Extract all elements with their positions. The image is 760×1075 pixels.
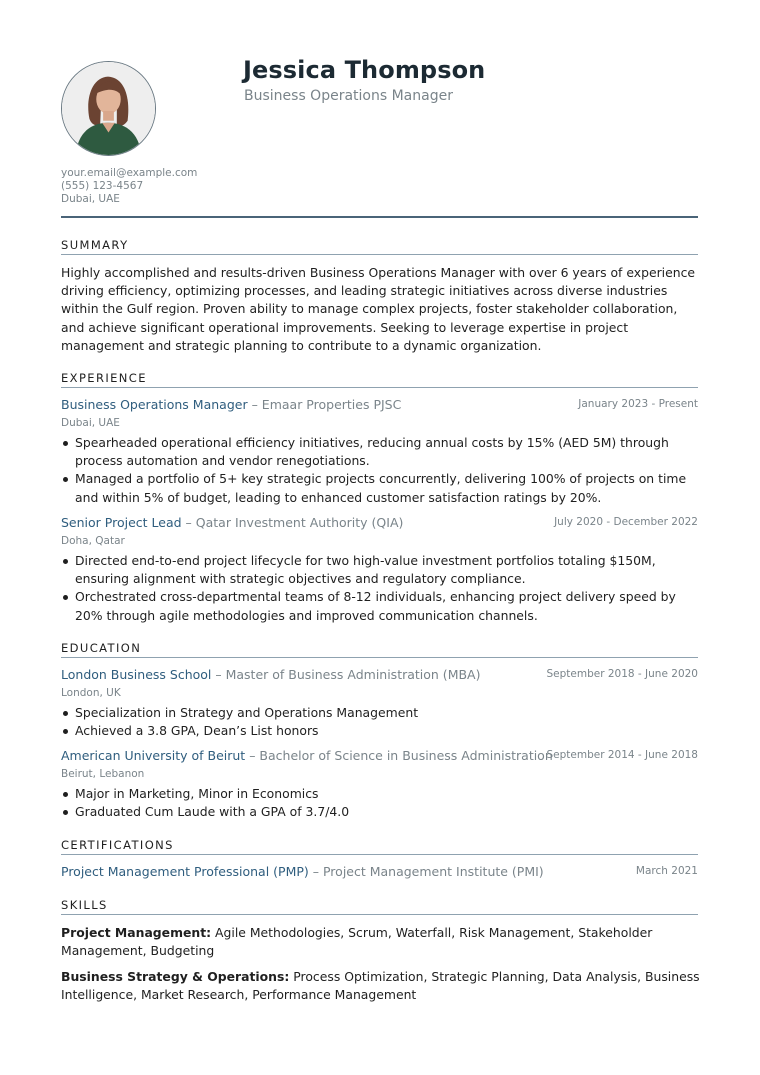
profile-photo: [61, 61, 156, 156]
separator: –: [245, 748, 260, 763]
skill-group: [61, 924, 701, 960]
summary-text: Highly accomplished and results-driven Business Operations Manager with over 6 years of experience driving efficiency, optimizing processes, and leading strategic initiatives across diverse industries within the Gulf region. Proven ability to manage complex projects, foster stakeholder collaboration, and achieve significant operational improvements. Seeking to leverage expertise in project management and strategic planning to contribute to a dynamic organization.: [61, 265, 696, 353]
job-dates: January 2023 - Present: [578, 398, 698, 410]
contact-email[interactable]: your.email@example.com: [61, 167, 198, 179]
separator: –: [247, 397, 262, 412]
section-rule-certifications: [61, 854, 698, 855]
school-location: Beirut, Lebanon: [61, 768, 145, 780]
experience-entry-header: [61, 515, 698, 533]
education-entry-header: [61, 667, 698, 685]
bullet-item: Directed end-to-end project lifecycle for two high-value investment portfolios totaling $150M, ensuring alignment with strategic objectives and regulatory compliance.: [61, 552, 701, 588]
certification-issuer: Project Management Institute (PMI): [322, 864, 544, 879]
skill-group-label: Business Strategy & Operations:: [61, 969, 290, 984]
section-title-experience: EXPERIENCE: [61, 371, 147, 385]
contact-location: Dubai, UAE: [61, 193, 120, 205]
section-rule-summary: [61, 254, 698, 255]
candidate-title: Business Operations Manager: [244, 88, 453, 104]
bullet-item: Spearheaded operational efficiency initiatives, reducing annual costs by 15% (AED 5M) through process automation and vendor renegotiations.: [61, 434, 701, 470]
skill-group: [61, 968, 701, 1004]
contact-block: [61, 167, 197, 206]
bullet-item: Graduated Cum Laude with a GPA of 3.7/4.0: [61, 803, 701, 821]
degree-name: Master of Business Administration (MBA): [225, 667, 481, 682]
job-bullets: [61, 552, 701, 625]
skill-group-label: Project Management:: [61, 925, 212, 940]
job-role: Senior Project Lead: [61, 515, 182, 530]
certification-heading: [61, 864, 544, 879]
bullet-item: Orchestrated cross-departmental teams of 8-12 individuals, enhancing project delivery speed by 20% through agile methodologies and improved communication channels.: [61, 588, 701, 624]
job-location: Dubai, UAE: [61, 417, 120, 429]
education-bullets: [61, 704, 701, 740]
job-dates: July 2020 - December 2022: [554, 516, 698, 528]
experience-heading: [61, 515, 403, 530]
education-dates: September 2014 - June 2018: [546, 749, 698, 761]
experience-heading: [61, 397, 401, 412]
job-role: Business Operations Manager: [61, 397, 248, 412]
separator: –: [181, 515, 196, 530]
contact-phone: (555) 123-4567: [61, 180, 144, 192]
bullet-item: Managed a portfolio of 5+ key strategic projects concurrently, delivering 100% of projects on time and within 5% of budget, leading to enhanced customer satisfaction ratings by 20%.: [61, 470, 701, 506]
skill-group-values: Agile Methodologies, Scrum, Waterfall, Risk Management, Stakeholder Management, Budgeting: [61, 925, 653, 959]
school-name: American University of Beirut: [61, 748, 246, 763]
education-heading: [61, 667, 480, 682]
job-bullets: [61, 434, 701, 507]
profile-photo-image: [62, 62, 155, 155]
section-title-summary: SUMMARY: [61, 238, 129, 252]
school-location: London, UK: [61, 687, 121, 699]
section-title-skills: SKILLS: [61, 898, 108, 912]
company-name: Qatar Investment Authority (QIA): [195, 515, 404, 530]
degree-name: Bachelor of Science in Business Administration: [259, 748, 553, 763]
education-bullets: [61, 785, 701, 821]
school-name: London Business School: [61, 667, 212, 682]
section-title-education: EDUCATION: [61, 641, 142, 655]
separator: –: [308, 864, 323, 879]
candidate-name: Jessica Thompson: [243, 56, 486, 84]
experience-entry-header: [61, 397, 698, 415]
skill-group-values: Process Optimization, Strategic Planning, Data Analysis, Business Intelligence, Market Research, Performance Management: [61, 969, 700, 1003]
certification-entry: [61, 864, 698, 882]
section-rule-experience: [61, 387, 698, 388]
bullet-item: Achieved a 3.8 GPA, Dean’s List honors: [61, 722, 701, 740]
header-divider: [61, 216, 698, 218]
section-rule-skills: [61, 914, 698, 915]
education-heading: [61, 748, 553, 763]
certification-date: March 2021: [635, 865, 698, 877]
section-rule-education: [61, 657, 698, 658]
job-location: Doha, Qatar: [61, 535, 125, 547]
bullet-item: Specialization in Strategy and Operations Management: [61, 704, 701, 722]
certification-name: Project Management Professional (PMP): [61, 864, 309, 879]
bullet-item: Major in Marketing, Minor in Economics: [61, 785, 701, 803]
education-dates: September 2018 - June 2020: [546, 668, 698, 680]
separator: –: [211, 667, 226, 682]
education-entry-header: [61, 748, 698, 766]
company-name: Emaar Properties PJSC: [261, 397, 402, 412]
section-title-certifications: CERTIFICATIONS: [61, 838, 174, 852]
